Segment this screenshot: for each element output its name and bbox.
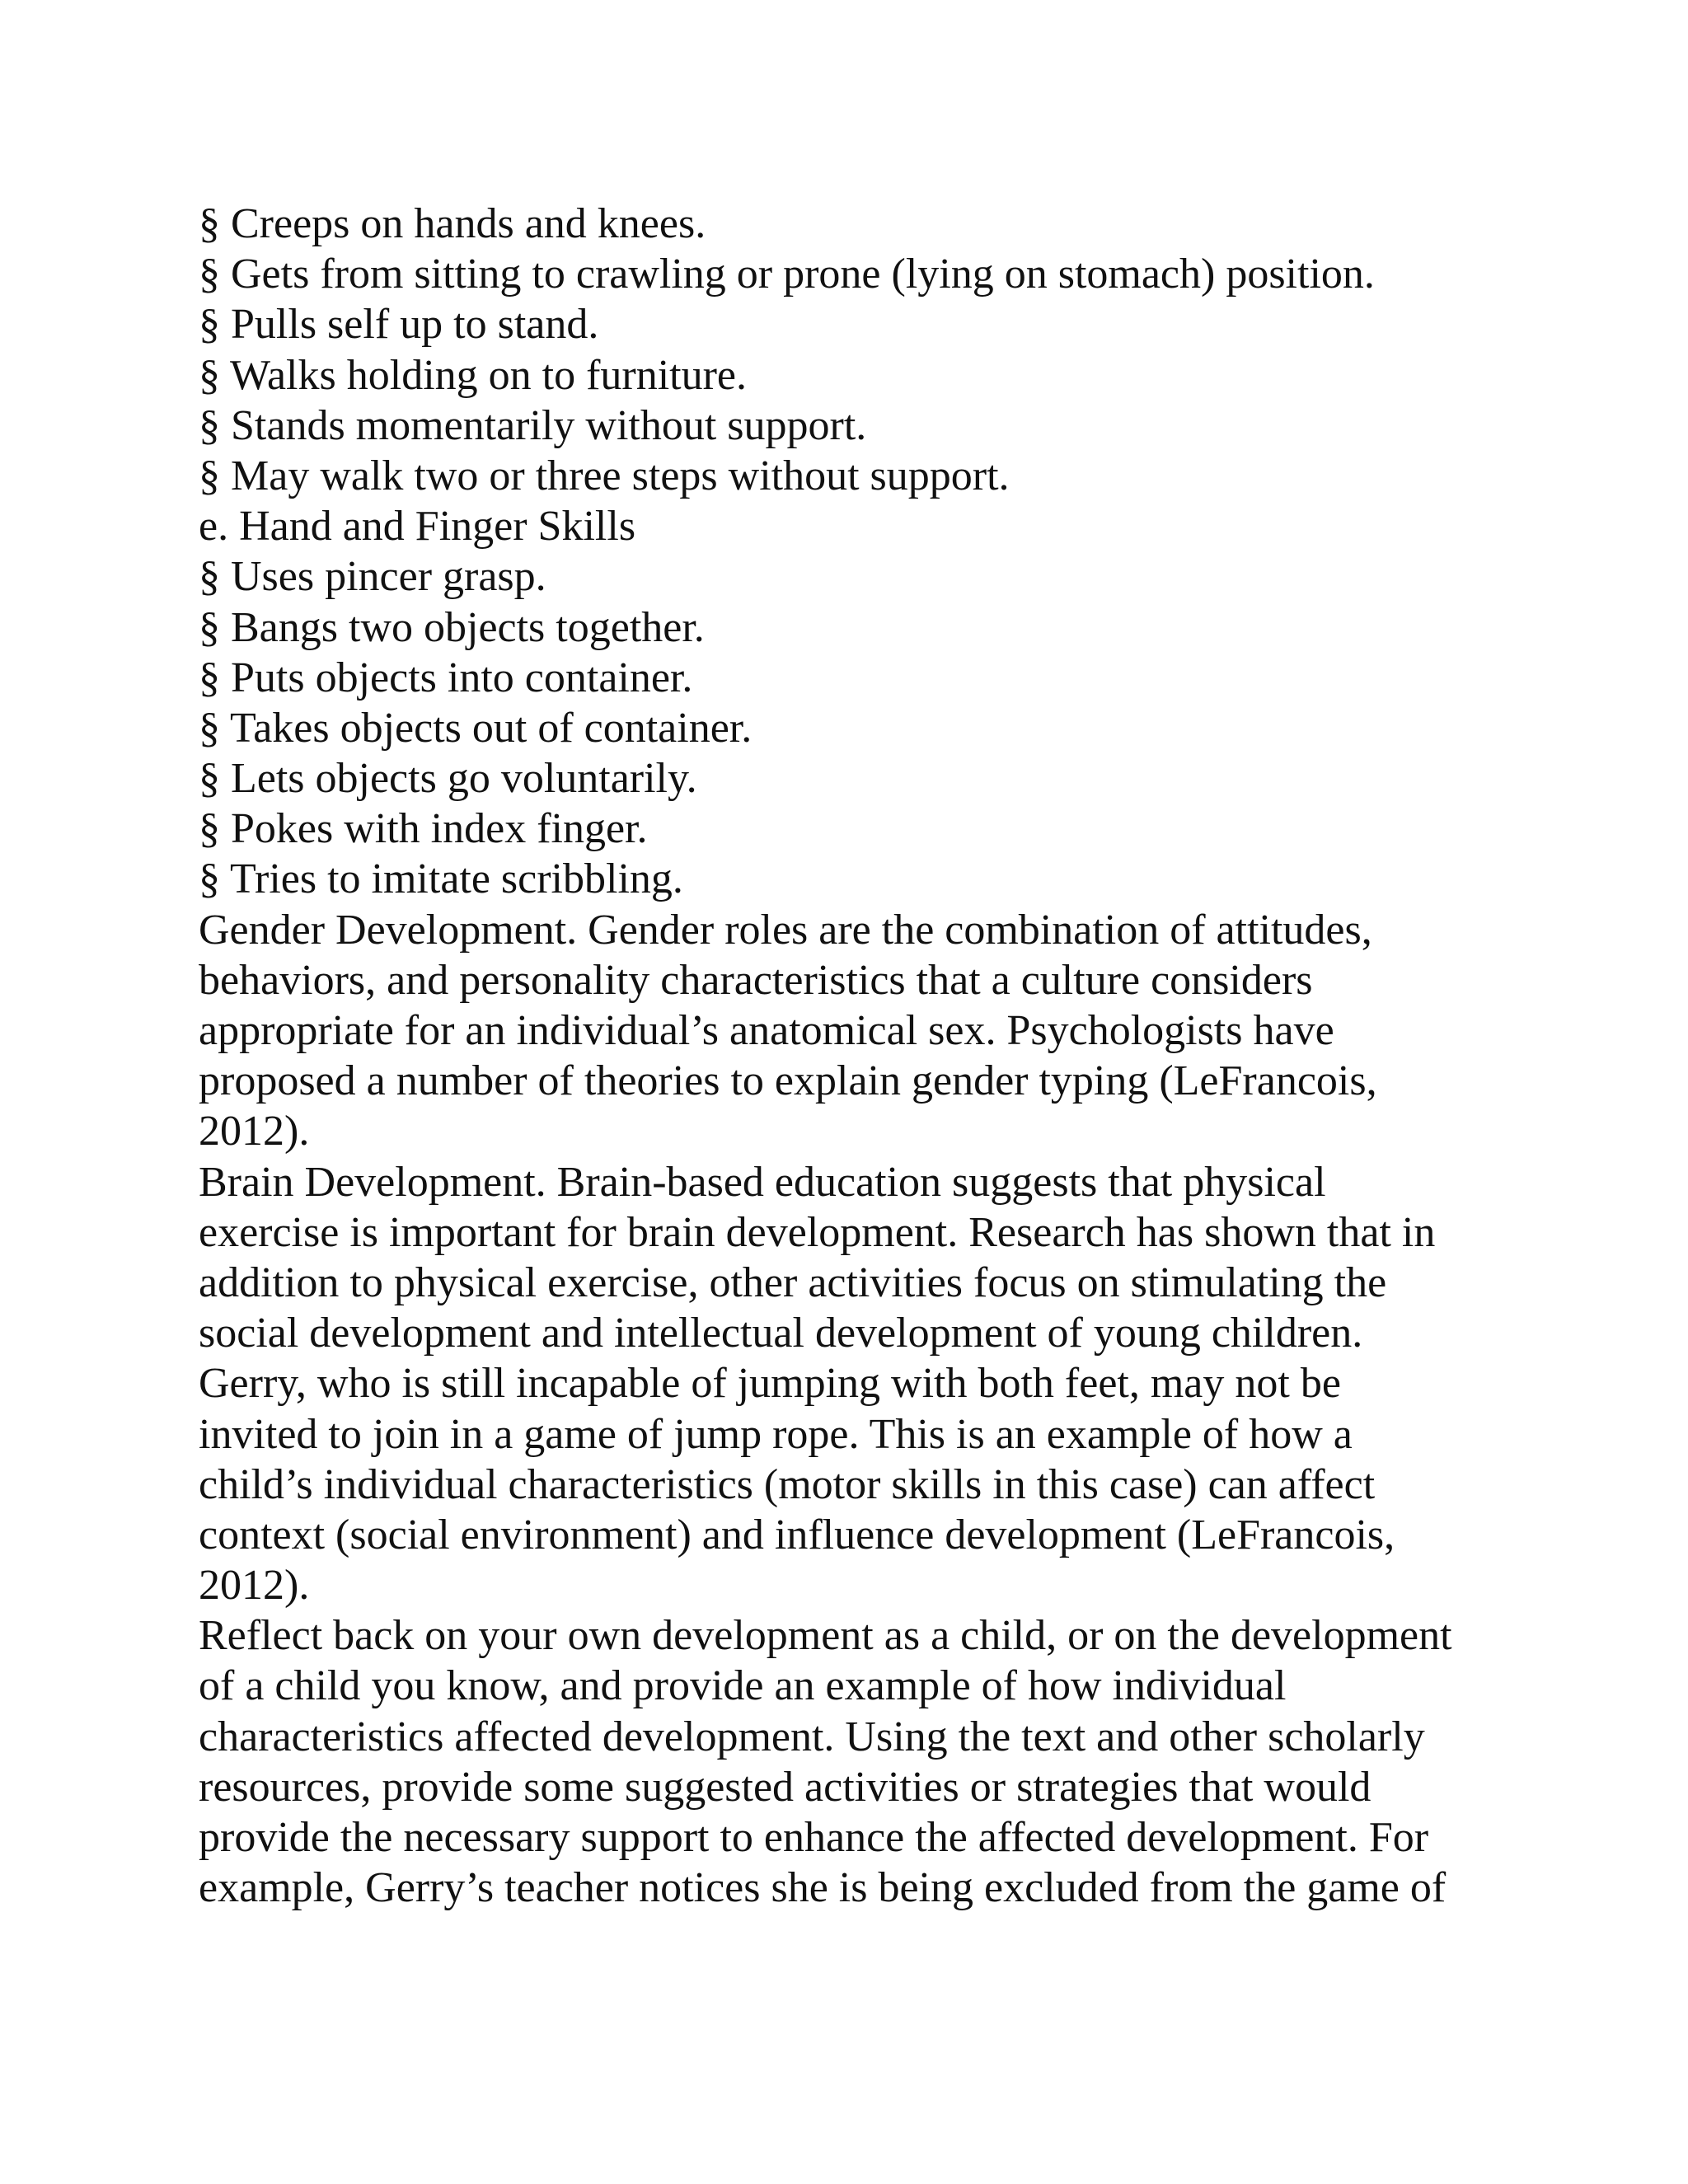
brain-development-paragraph-line: addition to physical exercise, other activities focus on stimulating the <box>199 1258 1387 1306</box>
brain-development-paragraph-line: 2012). <box>199 1562 310 1610</box>
brain-development-paragraph-line: invited to join in a game of jump rope. This is an example of how a <box>199 1410 1353 1458</box>
motor-skill-item: § Stands momentarily without support. <box>199 401 867 449</box>
gender-development-paragraph-line: Gender Development. Gender roles are the combination of attitudes, <box>199 906 1372 954</box>
gender-development-paragraph-line: appropriate for an individual’s anatomical sex. Psychologists have <box>199 1007 1334 1054</box>
hand-finger-skill-item: § Pokes with index finger. <box>199 805 648 853</box>
reflection-prompt-line: provide the necessary support to enhance the affected development. For <box>199 1814 1429 1861</box>
hand-finger-skill-item: § Puts objects into container. <box>199 654 693 701</box>
motor-skill-item: § Gets from sitting to crawling or prone (lying on stomach) position. <box>199 251 1375 298</box>
reflection-prompt-line: Reflect back on your own development as a child, or on the development <box>199 1612 1452 1660</box>
section-heading-hand-finger-skills: e. Hand and Finger Skills <box>199 503 636 551</box>
reflection-prompt-line: example, Gerry’s teacher notices she is being excluded from the game of <box>199 1864 1447 1912</box>
hand-finger-skill-item: § Lets objects go voluntarily. <box>199 755 697 803</box>
hand-finger-skill-item: § Bangs two objects together. <box>199 603 705 651</box>
gender-development-paragraph-line: 2012). <box>199 1108 310 1155</box>
brain-development-paragraph-line: child’s individual characteristics (motor skills in this case) can affect <box>199 1460 1376 1508</box>
motor-skill-item: § Creeps on hands and knees. <box>199 200 706 247</box>
hand-finger-skill-item: § Takes objects out of container. <box>199 704 753 752</box>
brain-development-paragraph-line: exercise is important for brain development. Research has shown that in <box>199 1208 1436 1256</box>
document-body <box>199 199 1501 1913</box>
hand-finger-skill-item: § Uses pincer grasp. <box>199 553 546 601</box>
reflection-prompt-line: resources, provide some suggested activities or strategies that would <box>199 1763 1372 1811</box>
reflection-prompt-line: characteristics affected development. Using the text and other scholarly <box>199 1713 1425 1760</box>
motor-skill-item: § Walks holding on to furniture. <box>199 351 748 399</box>
gender-development-paragraph-line: behaviors, and personality characteristics that a culture considers <box>199 956 1313 1004</box>
hand-finger-skill-item: § Tries to imitate scribbling. <box>199 855 683 903</box>
gender-development-paragraph-line: proposed a number of theories to explain gender typing (LeFrancois, <box>199 1057 1377 1105</box>
brain-development-paragraph-line: social development and intellectual development of young children. <box>199 1310 1363 1357</box>
motor-skill-item: § Pulls self up to stand. <box>199 301 599 349</box>
brain-development-paragraph-line: context (social environment) and influence development (LeFrancois, <box>199 1511 1395 1558</box>
brain-development-paragraph-line: Gerry, who is still incapable of jumping with both feet, may not be <box>199 1360 1341 1408</box>
brain-development-paragraph-line: Brain Development. Brain-based education suggests that physical <box>199 1158 1326 1206</box>
motor-skill-item: § May walk two or three steps without support. <box>199 452 1010 499</box>
reflection-prompt-line: of a child you know, and provide an example of how individual <box>199 1662 1287 1710</box>
